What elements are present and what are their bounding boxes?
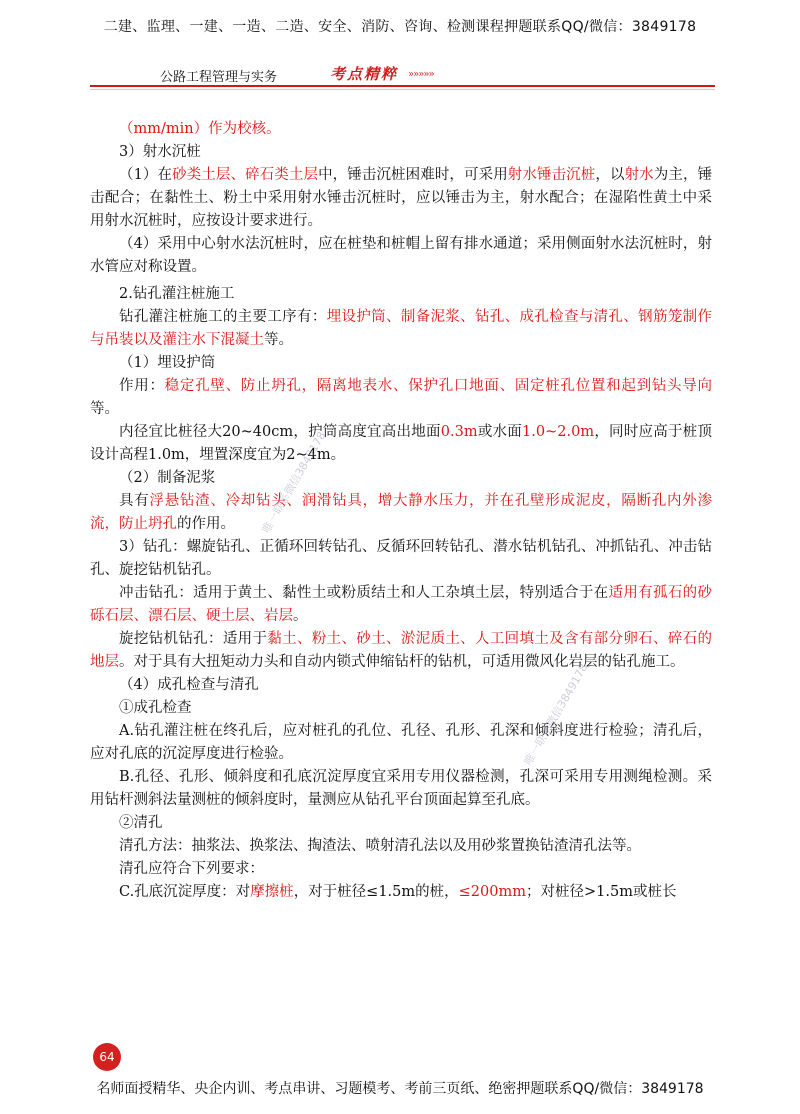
header-rule-gray bbox=[90, 89, 715, 90]
body-text: 清孔应符合下列要求： bbox=[119, 861, 264, 877]
paragraph bbox=[90, 421, 712, 467]
highlight-text: （mm/min）作为校核。 bbox=[119, 121, 281, 137]
paragraph bbox=[90, 118, 712, 141]
body-text: 冲击钻孔：适用于黄土、黏性土或粉质结土和人工杂填土层，特别适合于在 bbox=[119, 585, 609, 601]
watermark-text: 唯一联系微信3849178 bbox=[259, 429, 329, 536]
body-text: 3）钻孔：螺旋钻孔、正循环回转钻孔、反循环回转钻孔、潜水钻机钻孔、冲抓钻孔、冲击钻孔、旋挖钻机钻孔。 bbox=[90, 539, 712, 578]
paragraph bbox=[90, 582, 712, 628]
body-text: ，以 bbox=[595, 167, 625, 183]
body-text: （2）制备泥浆 bbox=[119, 470, 216, 486]
paragraph bbox=[90, 536, 712, 582]
highlight-text: 砂类土层、碎石类土层 bbox=[172, 167, 319, 183]
body-text: （4）成孔检查与清孔 bbox=[119, 677, 259, 693]
paragraph bbox=[90, 766, 712, 812]
highlight-text: 摩擦桩 bbox=[250, 884, 294, 900]
body-text: （1）埋设护筒 bbox=[119, 355, 216, 371]
highlight-text: 射水 bbox=[624, 167, 654, 183]
paragraph bbox=[90, 233, 712, 279]
bottom-promo-banner: 名师面授精华、央企内训、考点串讲、习题模考、考前三页纸、绝密押题联系QQ/微信：3849178 bbox=[96, 1081, 704, 1097]
paragraph bbox=[90, 697, 712, 720]
paragraph bbox=[90, 352, 712, 375]
paragraph bbox=[90, 164, 712, 233]
body-text: ，对于桩径≤1.5m的桩， bbox=[293, 884, 459, 900]
top-promo-banner: 二建、监理、一建、一造、二造、安全、消防、咨询、检测课程押题联系QQ/微信：3849178 bbox=[103, 19, 697, 35]
body-text: 的作用。 bbox=[177, 516, 235, 532]
paragraph bbox=[90, 674, 712, 697]
paragraph bbox=[90, 490, 712, 536]
body-text: 。 bbox=[293, 608, 308, 624]
highlight-text: ≤200mm bbox=[458, 884, 526, 900]
paragraph bbox=[90, 720, 712, 766]
body-text: ，同时应高于桩顶设计高程1.0m，埋置深度宜为2~4m。 bbox=[90, 424, 713, 463]
body-text: ；对桩径>1.5m或桩长 bbox=[525, 884, 677, 900]
paragraph bbox=[90, 306, 712, 352]
body-text: （1）在 bbox=[119, 167, 173, 183]
body-text: 旋挖钻机钻孔：适用于 bbox=[119, 631, 268, 647]
body-text: 钻孔灌注桩施工的主要工序有： bbox=[119, 309, 327, 325]
paragraph bbox=[90, 467, 712, 490]
body-text: B.孔径、孔形、倾斜度和孔底沉淀厚度宜采用专用仪器检测，孔深可采用专用测绳检测。采用钻杆测斜法量测桩的倾斜度时，量测应从钻孔平台顶面起算至孔底。 bbox=[90, 769, 712, 808]
highlight-text: 射水锤击沉桩 bbox=[507, 167, 596, 183]
body-text: C.孔底沉淀厚度：对 bbox=[119, 884, 251, 900]
highlight-text: 浮悬钻渣、冷却钻头、润滑钻具，增大静水压力，并在孔壁形成泥皮，隔断孔内外渗流，防止坍孔 bbox=[90, 493, 713, 532]
paragraph bbox=[90, 283, 712, 306]
paragraph bbox=[90, 812, 712, 835]
book-title: 公路工程管理与实务 bbox=[160, 70, 278, 85]
body-text: 为主，锤击配合；在黏性土、粉土中采用射水锤击沉桩时，应以锤击为主，射水配合；在湿陷性黄土中采用射水沉桩时，应按设计要求进行。 bbox=[90, 167, 713, 229]
body-text: A.钻孔灌注桩在终孔后，应对桩孔的孔位、孔径、孔形、孔深和倾斜度进行检验；清孔后，应对孔底的沉淀厚度进行检验。 bbox=[90, 723, 712, 762]
highlight-text: 黏土、粉土、砂土、淤泥质土、人工回填土及含有部分卵石、碎石的地层 bbox=[90, 631, 713, 670]
paragraph bbox=[90, 375, 712, 421]
paragraph bbox=[90, 881, 712, 904]
highlight-text: 稳定孔壁、防止坍孔，隔离地表水、保护孔口地面、固定桩孔位置和起到钻头导向 bbox=[164, 378, 712, 394]
page-number-badge: 64 bbox=[93, 1043, 121, 1071]
body-text: 中，锤击沉桩困难时，可采用 bbox=[318, 167, 508, 183]
document-body bbox=[90, 118, 712, 904]
body-text: 等。 bbox=[90, 401, 119, 417]
body-text: 内径宜比桩径大20~40cm，护筒高度宜高出地面 bbox=[119, 424, 441, 440]
page-header bbox=[90, 60, 715, 90]
body-text: ②清孔 bbox=[119, 815, 163, 831]
body-text: 等。 bbox=[264, 332, 293, 348]
watermark-text: 唯一联系微信3849178 bbox=[521, 661, 591, 768]
highlight-text: 1.0~2.0m bbox=[522, 424, 595, 440]
body-text: ①成孔检查 bbox=[119, 700, 192, 716]
section-tag: 考点精粹 bbox=[330, 65, 399, 83]
body-text: 作用： bbox=[119, 378, 165, 394]
header-rule-red bbox=[90, 85, 715, 87]
highlight-text: 埋设护筒、制备泥浆、钻孔、成孔检查与清孔、钢筋笼制作与吊装以及灌注水下混凝土 bbox=[90, 309, 713, 348]
body-text: 清孔方法：抽浆法、换浆法、掏渣法、喷射清孔法以及用砂浆置换钻渣清孔法等。 bbox=[119, 838, 641, 854]
highlight-text: 适用有孤石的砂砾石层、漂石层、硬土层、岩层 bbox=[90, 585, 712, 624]
chevrons-decoration: »»»»» bbox=[408, 69, 434, 80]
paragraph bbox=[90, 835, 712, 858]
paragraph bbox=[90, 858, 712, 881]
highlight-text: 0.3m bbox=[440, 424, 478, 440]
paragraph bbox=[90, 628, 712, 674]
body-text: 3）射水沉桩 bbox=[119, 144, 201, 160]
body-text: 或水面 bbox=[477, 424, 523, 440]
body-text: 。对于具有大扭矩动力头和自动内锁式伸缩钻杆的钻机，可适用微风化岩层的钻孔施工。 bbox=[119, 654, 685, 670]
body-text: （4）采用中心射水法沉桩时，应在桩垫和桩帽上留有排水通道；采用侧面射水法沉桩时，射水管应对称设置。 bbox=[90, 236, 712, 275]
body-text: 2.钻孔灌注桩施工 bbox=[119, 286, 235, 302]
body-text: 具有 bbox=[119, 493, 150, 509]
paragraph bbox=[90, 141, 712, 164]
